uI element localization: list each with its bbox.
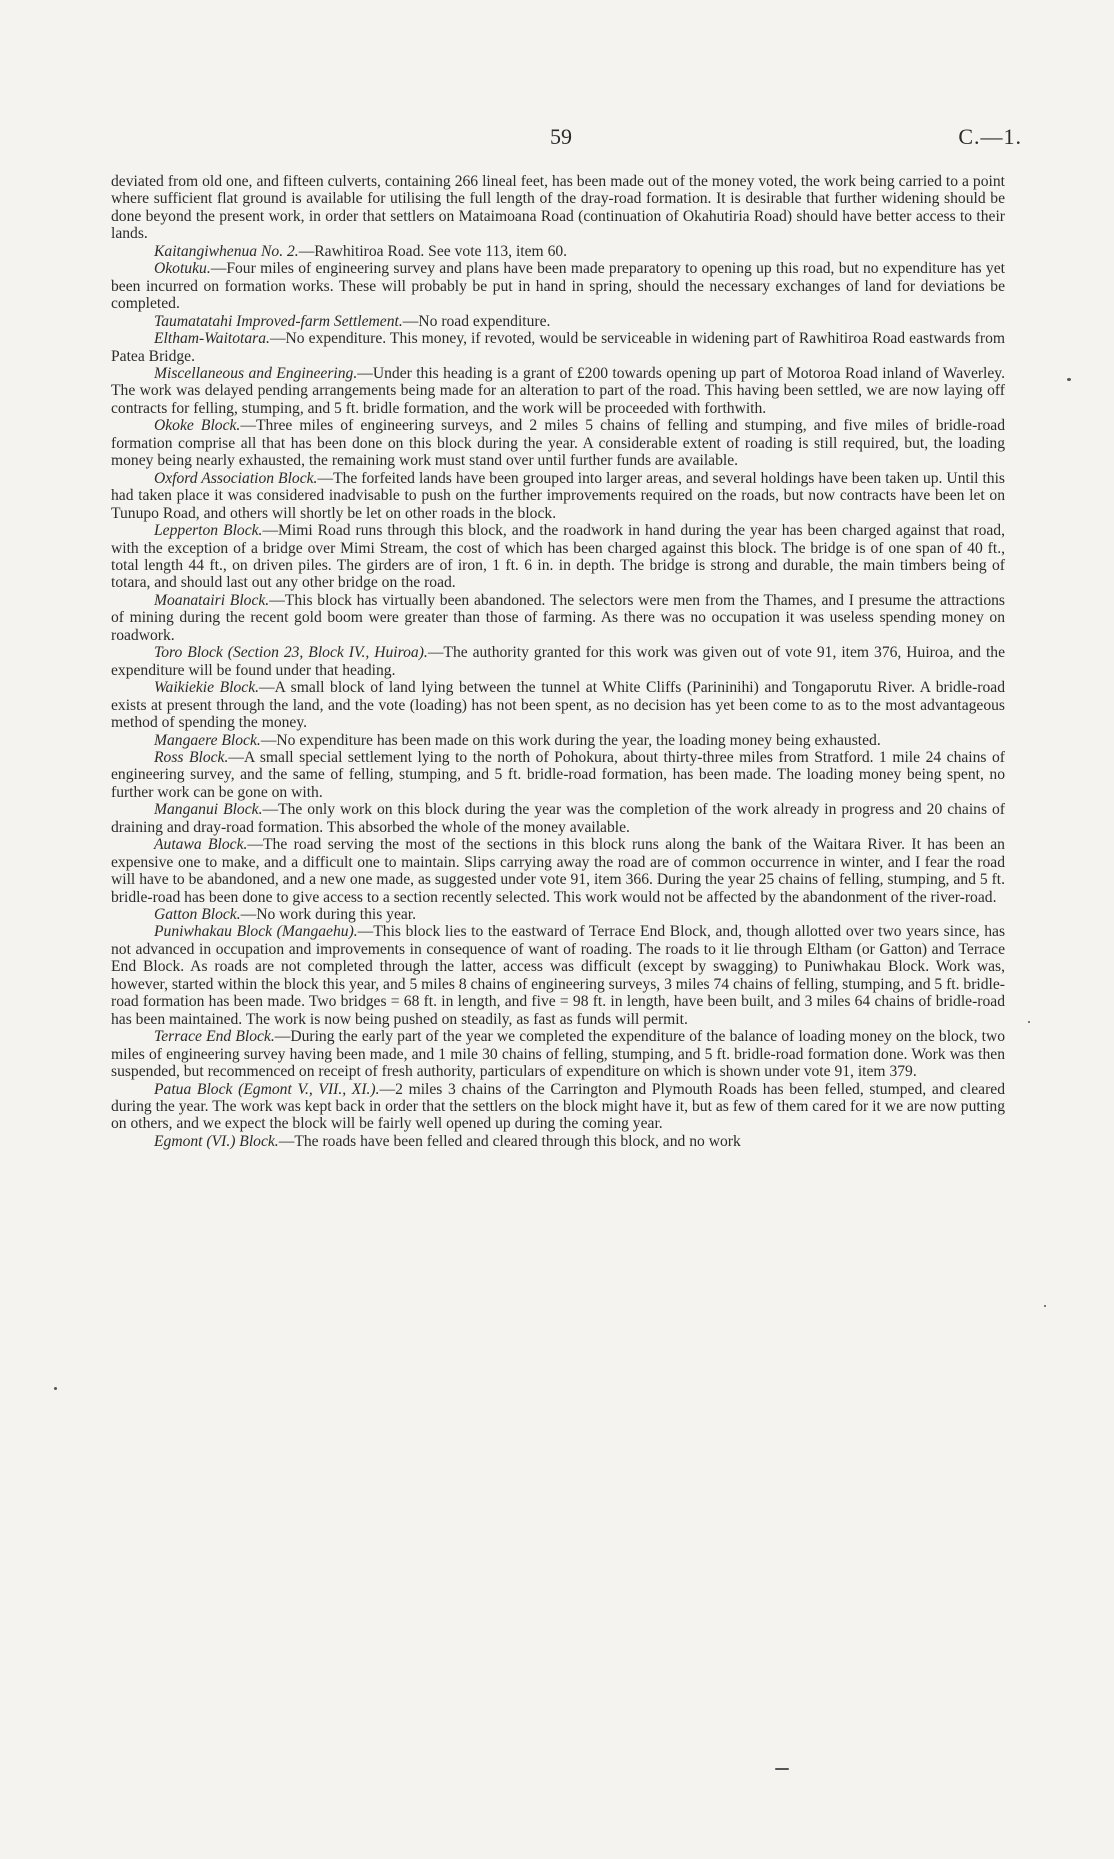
paragraph [111,470,1005,522]
paragraph-text: —No expenditure has been made on this work during the year, the loading money being exhausted. [260,731,881,749]
document-reference: C.—1. [958,124,1022,149]
paragraph-text: —No work during this year. [240,906,417,924]
paragraph-text: —The road serving the most of the sections in this block runs along the bank of the Waitara River. It has been an expensive one to make, and a difficult one to maintain. Slips carrying away the road are of common occurrence in winter, and I fear the road will have to be abandoned, and a new one made, as suggested under vote 91, item 366. During the year 25 chains of felling, stumping, and 5 ft. bridle-road has been done to give access to a section recently selected. This work would not be affected by the abandonment of the river-road. [111,836,1005,906]
paragraph [111,313,1005,330]
paragraph-heading: Eltham-Waitotara. [154,330,270,348]
scan-speck [1067,378,1071,381]
paragraph-text: —The forfeited lands have been grouped into larger areas, and several holdings have been taken up. Until this had taken place it was considered inadvisable to push on the further improvements required on the roads, but now contracts have been let on Tunupo Road, and others will shortly be let on other roads in the block. [111,469,1006,522]
paragraph-heading: Okotuku. [154,260,211,278]
paragraph [111,732,1005,749]
paragraph-text: —No road expenditure. [402,312,551,330]
paragraph-heading: Ross Block. [154,748,229,766]
paragraph [111,365,1005,417]
paragraph-heading: Egmont (VI.) Block. [154,1132,279,1150]
paragraph-heading: Waikiekie Block. [154,679,260,697]
paragraph-heading: Oxford Association Block. [154,469,318,487]
paragraph-text: —The authority granted for this work was given out of vote 91, item 376, Huiroa, and the expenditure will be found under that heading. [111,644,1005,679]
paragraph-text: —A small block of land lying between the tunnel at White Cliffs (Parininihi) and Tongaporutu River. A bridle-road exists at present through the land, and the vote (loading) has not been spent, as no decision has yet been come to as to the most advantageous method of spending the money. [111,679,1005,732]
paragraph-heading: Lepperton Block. [154,522,263,540]
page-header [0,124,1114,154]
paragraph-text: —This block has virtually been abandoned. The selectors were men from the Thames, and I presume the attractions of mining during the recent gold boom were greater than those of farming. As there was no occupation it was useless spending money on roadwork. [111,591,1005,644]
scan-speck [1028,1021,1030,1023]
paragraph-heading: Gatton Block. [154,906,241,924]
paragraph-text: —Four miles of engineering survey and plans have been made preparatory to opening up this road, but no expenditure has yet been incurred on formation works. These will probably be put in hand in spring, should the necessary exchanges of land for deviations be completed. [111,260,1005,313]
paragraph-text: —No expenditure. This money, if revoted, would be serviceable in widening part of Rawhitiroa Road eastwards from Patea Bridge. [111,330,1005,365]
paragraph-text: —Mimi Road runs through this block, and the roadwork in hand during the year has been charged against that road, with the exception of a bridge over Mimi Stream, the cost of which has been charged against this block. The bridge is of one span of 40 ft., total length 44 ft., on driven piles. The girders are of iron, 1 ft. 6 in. in depth. The bridge is strong and durable, the main timbers being of totara, and should last out any other bridge on the road. [111,522,1005,592]
paragraph [111,592,1005,644]
paragraph [111,836,1005,906]
paragraph [111,906,1005,923]
page-number: 59 [550,124,572,149]
paragraph [111,1133,1005,1150]
paragraph [111,417,1005,469]
paragraph-heading: Manganui Block. [154,801,263,819]
paragraph-heading: Moanatairi Block. [154,591,270,609]
paragraph-heading: Terrace End Block. [154,1028,275,1046]
paragraph [111,801,1005,836]
paragraph [111,679,1005,731]
paragraph-heading: Puniwhakau Block (Mangaehu). [154,923,358,941]
paragraph-heading: Okoke Block. [154,417,241,435]
paragraph-text: —Three miles of engineering surveys, and 2 miles 5 chains of felling and stumping, and five miles of bridle-road formation comprise all that has been done on this block during the year. A considerable extent of roading is still required, but, the loading money being nearly exhausted, the remaining work must stand over until further funds are available. [111,417,1005,470]
paragraph-text: —This block lies to the eastward of Terrace End Block, and, though allotted over two years since, has not advanced in occupation and improvements in consequence of want of roading. The roads to it lie through Eltham (or Gatton) and Terrace End Block. As roads are not completed through the latter, access was difficult (except by swagging) to Puniwhakau Block. Work was, however, started within the block this year, and 5 miles 8 chains of engineering surveys, 3 miles 74 chains of felling, stumping, and 5 ft. bridle-road formation has been made. Two bridges = 68 ft. in length, and five = 98 ft. in length, have been built, and 3 miles 64 chains of bridle-road has been maintained. The work is now being pushed on steadily, as fast as funds will permit. [111,923,1006,1028]
paragraph-text: deviated from old one, and fifteen culverts, containing 266 lineal feet, has been made out of the money voted, the work being carried to a point where sufficient flat ground is available for utilising the full length of the dray-road formation. It is desirable that further widening should be done beyond the present work, in order that settlers on Mataimoana Road (continuation of Okahutiria Road) should have better access to their lands. [111,173,1005,243]
paragraph-text: —Rawhitiroa Road. See vote 113, item 60. [298,242,568,260]
paragraph [111,1081,1005,1133]
paragraph-heading: Patua Block (Egmont V., VII., XI.). [154,1080,380,1098]
paragraph-text: —During the early part of the year we completed the expenditure of the balance of loading money on the block, two miles of engineering survey having been made, and 1 mile 30 chains of felling, stumping, and 5 ft. bridle-road formation done. Work was then suspended, but recommenced on receipt of fresh authority, particulars of expenditure on which is shown under vote 91, item 379. [111,1028,1005,1081]
paragraph [111,522,1005,592]
scan-speck [54,1387,57,1390]
paragraph [111,243,1005,260]
paragraph-text: —The only work on this block during the year was the completion of the work already in progress and 20 chains of draining and dray-road formation. This absorbed the whole of the money available. [111,801,1005,836]
paragraph-heading: Taumatatahi Improved-farm Settlement. [154,312,403,330]
paragraph [111,749,1005,801]
paragraph-heading: Toro Block (Section 23, Block IV., Huiroa). [154,644,428,662]
scan-speck [1044,1305,1046,1307]
paragraph [111,644,1005,679]
scan-speck [775,1768,789,1770]
paragraph [111,260,1005,312]
paragraph [111,1028,1005,1080]
paragraph-heading: Miscellaneous and Engineering. [154,364,358,382]
paragraph-text: —The roads have been felled and cleared through this block, and no work [278,1132,741,1150]
paragraph [111,923,1005,1028]
body-text [111,173,1005,1150]
paragraph [111,330,1005,365]
paragraph-text: —2 miles 3 chains of the Carrington and Plymouth Roads has been felled, stumped, and cleared during the year. The work was kept back in order that the settlers on the block might have it, but as few of them cared for it we are now putting on others, and we expect the block will be fairly well opened up during the coming year. [111,1080,1006,1133]
paragraph [111,173,1005,243]
paragraph-text: —Under this heading is a grant of £200 towards opening up part of Motoroa Road inland of Waverley. The work was delayed pending arrangements being made for an alteration to part of the road. This having been settled, we are now laying off contracts for felling, stumping, and 5 ft. bridle formation, and the work will be proceeded with forthwith. [111,364,1005,417]
paragraph-heading: Mangaere Block. [154,731,261,749]
paragraph-text: —A small special settlement lying to the north of Pohokura, about thirty-three miles from Stratford. 1 mile 24 chains of engineering survey, and the same of felling, stumping, and 5 ft. bridle-road formation, has been made. The loading money being spent, no further work can be gone on with. [111,748,1005,801]
paragraph-heading: Autawa Block. [154,836,248,854]
paragraph-heading: Kaitangiwhenua No. 2. [154,242,299,260]
